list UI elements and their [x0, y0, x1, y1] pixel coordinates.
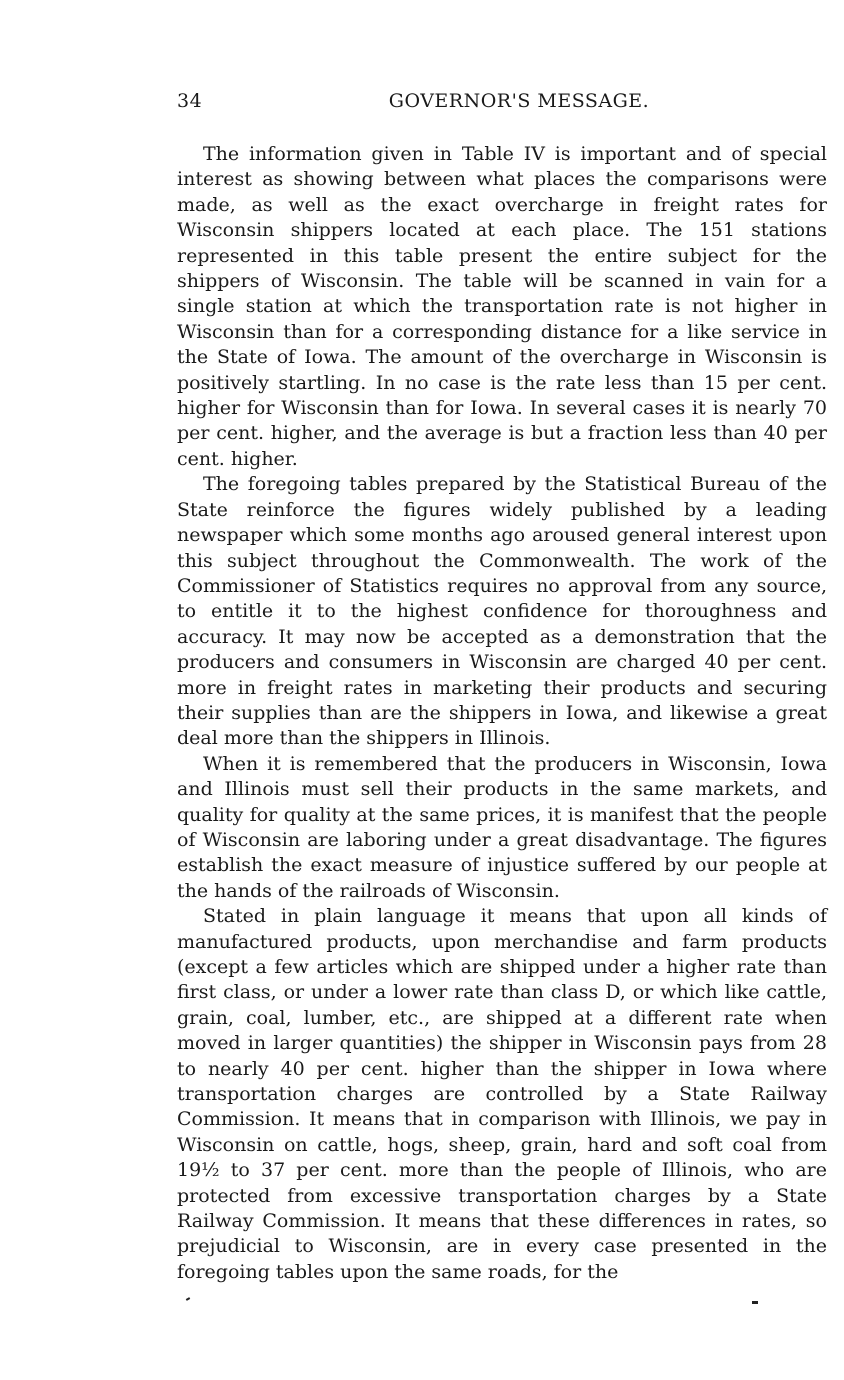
paragraph: The foregoing tables prepared by the Statistical Bureau of the State reinforce the figures widely published by a leading newspaper which some months ago aroused general interest upon this subject throughout the Commonwealth. The work of the Commissioner of Statistics requires no approval from any source, to entitle it to the highest confidence for thoroughness and accuracy. It may now be accepted as a demonstration that the producers and consumers in Wisconsin are charged 40 per cent. more in freight rates in marketing their products and securing their supplies than are the shippers in Iowa, and likewise a great deal more than the shippers in Illinois. [177, 473, 827, 750]
document-page [177, 84, 827, 1285]
scan-speck [186, 1297, 190, 1301]
scan-speck [752, 1301, 758, 1304]
page-number: 34 [177, 90, 203, 112]
page-header [177, 84, 827, 120]
body-text [177, 142, 827, 1285]
paragraph: The information given in Table IV is important and of special interest as showing between what places the comparisons were made, as well as the exact overcharge in freight rates for Wisconsin shippers located at each place. The 151 stations represented in this table present the entire subject for the shippers of Wisconsin. The table will be scanned in vain for a single station at which the transportation rate is not higher in Wisconsin than for a corresponding distance for a like service in the State of Iowa. The amount of the overcharge in Wisconsin is positively startling. In no case is the rate less than 15 per cent. higher for Wisconsin than for Iowa. In several cases it is nearly 70 per cent. higher, and the average is but a fraction less than 40 per cent. higher. [177, 143, 827, 470]
paragraph: Stated in plain language it means that upon all kinds of manufactured products, upon merchandise and farm products (except a few articles which are shipped under a higher rate than first class, or under a lower rate than class D, or which like cattle, grain, coal, lumber, etc., are shipped at a different rate when moved in larger quantities) the shipper in Wisconsin pays from 28 to nearly 40 per cent. higher than the shipper in Iowa where transportation charges are controlled by a State Railway Commission. It means that in comparison with Illinois, we pay in Wisconsin on cattle, hogs, sheep, grain, hard and soft coal from 19½ to 37 per cent. more than the people of Illinois, who are protected from excessive transportation charges by a State Railway Commission. It means that these differences in rates, so prejudicial to Wisconsin, are in every case presented in the foregoing tables upon the same roads, for the [177, 905, 827, 1283]
running-head: GOVERNOR'S MESSAGE. [388, 90, 650, 112]
paragraph: When it is remembered that the producers in Wisconsin, Iowa and Illinois must sell their products in the same markets, and quality for quality at the same prices, it is manifest that the people of Wisconsin are laboring under a great disadvantage. The figures establish the exact measure of injustice suffered by our people at the hands of the railroads of Wisconsin. [177, 752, 827, 902]
